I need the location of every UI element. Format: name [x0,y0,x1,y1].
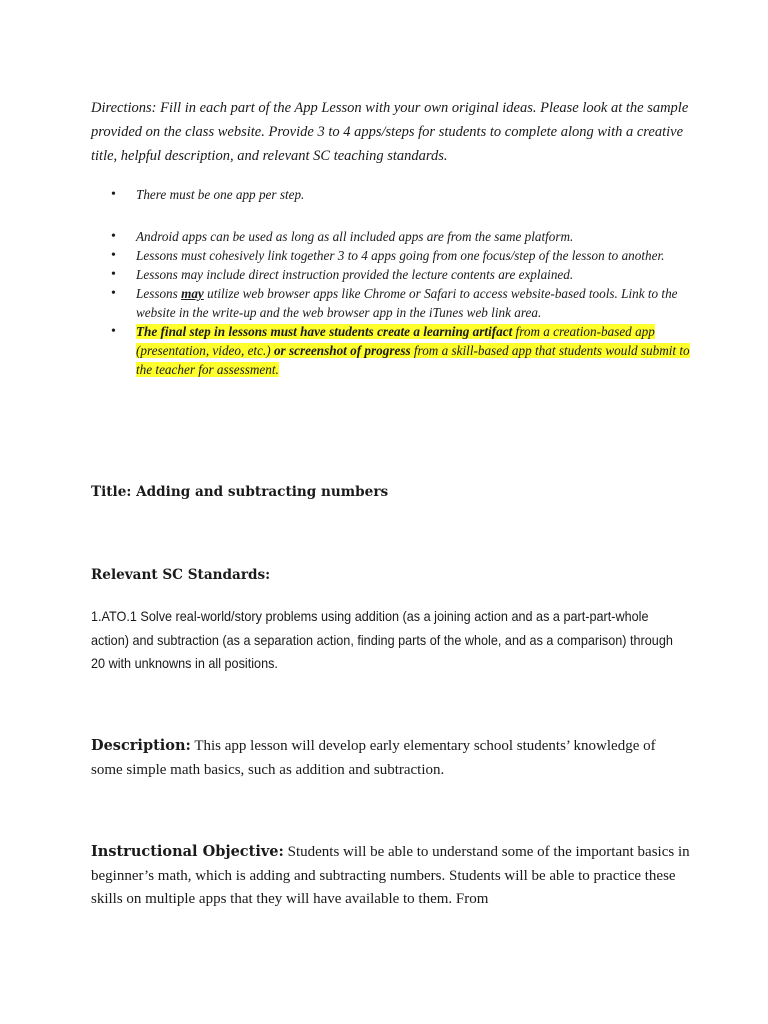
title-value: Adding and subtracting numbers [131,484,389,500]
rule-final-step [91,322,691,379]
objective-label: Instructional Objective: [91,843,284,860]
rule-final-mid: from a creation-based app (presentation, video, etc.) [136,324,655,358]
description-label: Description: [91,737,191,754]
rule-web-browser-may: may [181,286,204,301]
rules-list-first [91,185,691,204]
objective-text: Students will be able to understand some of the important basics in beginner’s math, which is adding and subtracting numbers. Students will be able to practice these skills on multiple apps that they will have available to them. From [91,844,690,907]
rule-final-bold-artifact: The final step in lessons must have students create a learning artifact [136,324,513,339]
objective-paragraph [91,840,691,912]
standards-body: 1.ATO.1 Solve real-world/story problems using addition (as a joining action and as a part-part-whole action) and subtraction (as a separation action, finding parts of the whole, and as a comparison) through 20 with unknowns in all positions. [91,609,673,671]
rule-web-browser [91,284,691,322]
rule-cohesive: • Lessons must cohesively link together 3 to 4 apps going from one focus/step of the lesson to another. [91,246,691,265]
rule-web-browser-pre: Lessons [136,286,182,301]
rule-one-app: • There must be one app per step. [91,185,691,204]
rule-web-browser-post: utilize web browser apps like Chrome or Safari to access website-based tools. Link to the website in the write-up and the web browser app in the iTunes web link area. [136,286,678,320]
rule-android: • Android apps can be used as long as all included apps are from the same platform. [91,227,691,246]
directions-paragraph: Directions: Fill in each part of the App Lesson with your own original ideas. Please look at the sample provided on the class website. Provide 3 to 4 apps/steps for students to complete along with a creative title, helpful description, and relevant SC teaching standards. [91,100,689,164]
rule-final-bold-screenshot: or screenshot of progress [273,343,411,358]
description-text: This app lesson will develop early elementary school students’ knowledge of some simple math basics, such as addition and subtraction. [91,738,656,778]
description-paragraph [91,734,691,782]
title-label: Title: [91,484,132,500]
rule-final-end: from a skill-based app that students would submit to the teacher for assessment. [136,343,690,377]
rule-direct-instruction: • Lessons may include direct instruction provided the lecture contents are explained. [91,265,691,284]
rules-list-second [91,227,691,379]
standards-heading: Relevant SC Standards: [91,567,271,583]
lesson-title [91,481,731,503]
